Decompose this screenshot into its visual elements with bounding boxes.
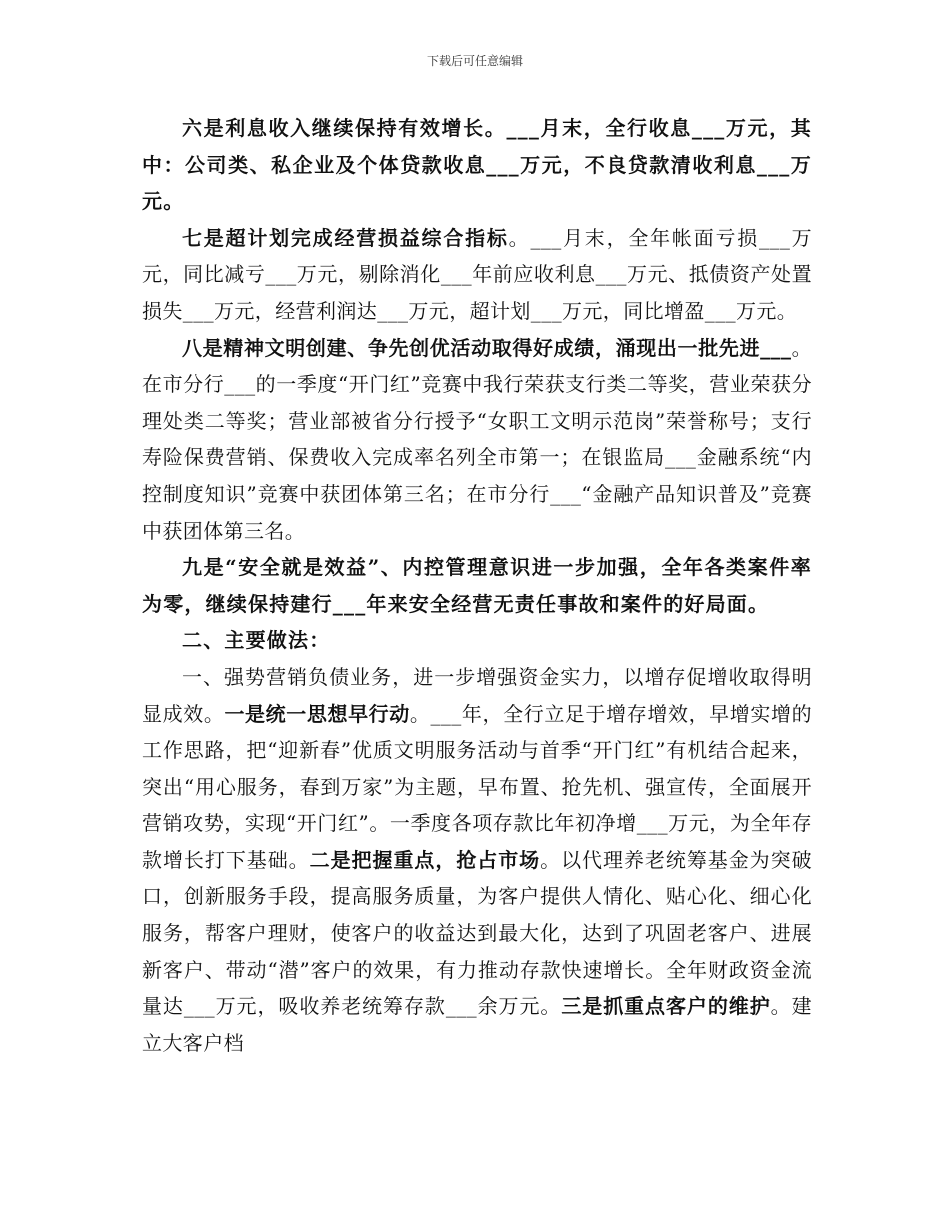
segment-bold: 三是抓重点客户的维护 — [561, 994, 771, 1019]
segment: 。___年，全行立足于增存增效，早增实增的工作思路，把“迎新春”优质文明服务活动与首季“开门红”有机结合起来，突出“用心服务，春到万家”为主题，早布置、抢先机、强宣传，全面展开营销攻势，实现“开门红”。一季度各项存款比年初净增___万元，为全年存款增长打下基础。 — [142, 701, 812, 872]
paragraph-body: 。___月末，全年帐面亏损___万元，同比减亏___万元，剔除消化___年前应收利息___万元、抵债资产处置损失___万元，经营利润达___万元，超计划___万元，同比增盈___万元。 — [142, 225, 812, 323]
paragraph-body: 。在市分行___的一季度“开门红”竞赛中我行荣获支行类二等奖，营业荣获分理处类二等奖；营业部被省分行授予“女职工文明示范岗”荣誉称号；支行寿险保费营销、保费收入完成率名列全市第一；在银监局___金融系统“内控制度知识”竞赛中获团体第三名；在市分行___“金融产品知识普及”竞赛中获团体第三名。 — [142, 335, 812, 543]
segment: 。以代理养老统筹基金为突破口，创新服务手段，提高服务质量，为客户提供人情化、贴心化、细心化服务，帮客户理财，使客户的收益达到最大化，达到了巩固老客户、进展新客户、带动“潜”客户的效果，有力推动存款快速增长。全年财政资金流量达___万元，吸收养老统筹存款___余万元。 — [142, 847, 812, 1019]
document-body — [142, 110, 812, 1061]
paragraph-lead: 七是超计划完成经营损益综合指标 — [182, 225, 509, 250]
paragraph-safety-awareness: 九是“安全就是效益”、内控管理意识进一步加强，全年各类案件率为零，继续保持建行___年来安全经营无责任事故和案件的好局面。 — [142, 555, 812, 616]
segment-bold: 一是统一思想早行动 — [224, 701, 410, 726]
section-heading-main-practices: 二、主要做法： — [182, 628, 331, 653]
paragraph-lead: 八是精神文明创建、争先创优活动取得好成绩，涌现出一批先进___ — [182, 335, 792, 360]
page-header: 下载后可任意编辑 — [426, 54, 523, 68]
paragraph-profit-indicators — [142, 220, 812, 330]
segment: 。建立大客户档 — [142, 994, 812, 1055]
paragraph-interest-income: 六是利息收入继续保持有效增长。___月末，全行收息___万元，其中：公司类、私企业及个体贷款收息___万元，不良贷款清收利息___万元。 — [142, 116, 812, 214]
paragraph-spiritual-civilization — [142, 330, 812, 550]
segment-bold: 二是把握重点，抢占市场 — [309, 847, 541, 872]
paragraph-liability-marketing — [142, 659, 812, 1062]
segment: 一、强势营销负债业务，进一步增强资金实力，以增存促增收取得明显成效。 — [142, 664, 812, 726]
